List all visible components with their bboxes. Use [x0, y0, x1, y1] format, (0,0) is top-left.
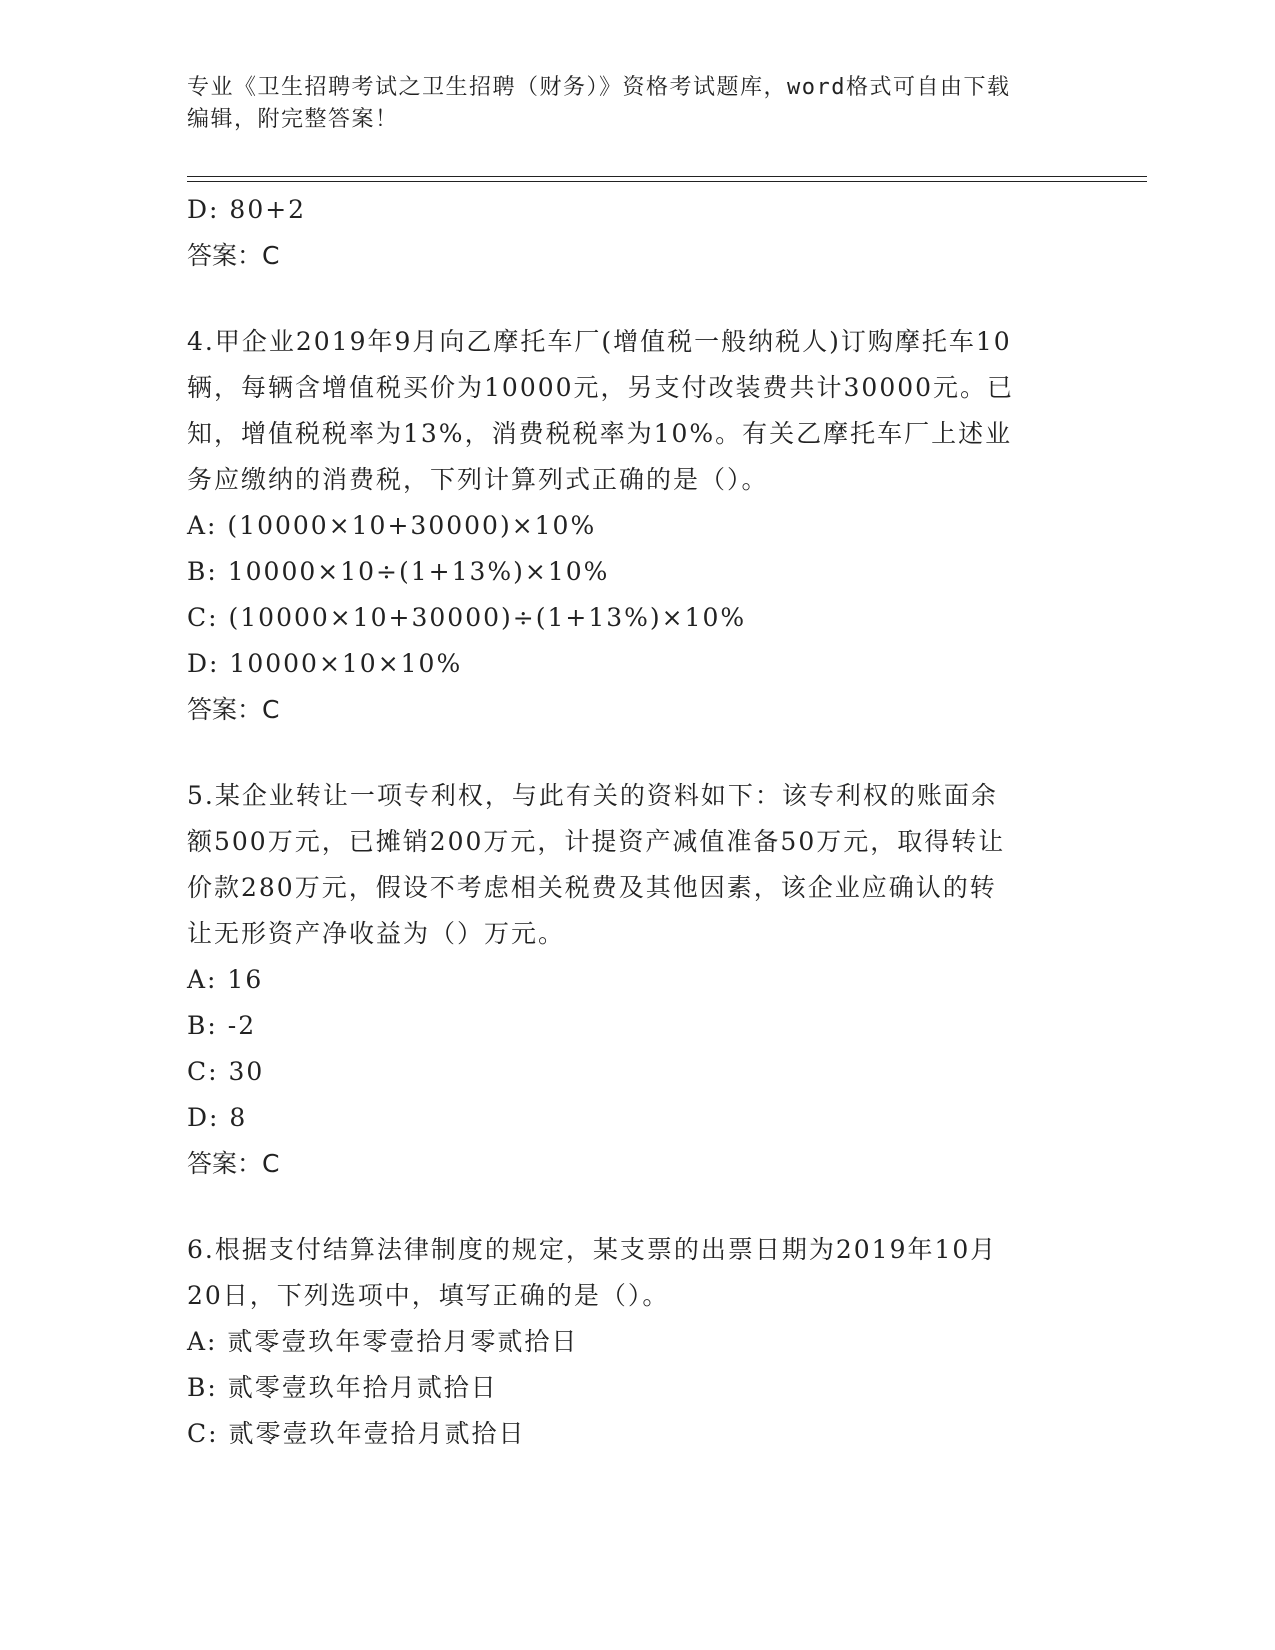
question-text-line: 价款280万元，假设不考虑相关税费及其他因素，该企业应确认的转 — [187, 873, 997, 902]
question-text-line: 6.根据支付结算法律制度的规定，某支票的出票日期为2019年10月 — [187, 1235, 998, 1264]
option-d: D: 8 — [187, 1103, 248, 1132]
document-body — [187, 187, 1087, 1457]
previous-question-tail — [187, 187, 1087, 279]
question-4 — [187, 319, 1087, 733]
question-text-line: 20日，下列选项中，填写正确的是（）。 — [187, 1281, 670, 1310]
answer: 答案：C — [187, 241, 280, 270]
question-text-line: 知，增值税税率为13%，消费税税率为10%。有关乙摩托车厂上述业 — [187, 419, 1013, 448]
question-text-line: 让无形资产净收益为（）万元。 — [187, 919, 566, 948]
header-divider — [187, 176, 1147, 182]
question-5 — [187, 773, 1087, 1187]
option-a: A: 16 — [187, 965, 264, 994]
question-6 — [187, 1227, 1087, 1457]
option-d: D: 80+2 — [187, 195, 307, 224]
option-b: B: 贰零壹玖年拾月贰拾日 — [187, 1373, 498, 1402]
option-c: C: 30 — [187, 1057, 265, 1086]
question-text-line: 5.某企业转让一项专利权，与此有关的资料如下：该专利权的账面余 — [187, 781, 998, 810]
answer: 答案：C — [187, 695, 280, 724]
option-c: C: 贰零壹玖年壹拾月贰拾日 — [187, 1419, 526, 1448]
question-text-line: 4.甲企业2019年9月向乙摩托车厂(增值税一般纳税人)订购摩托车10 — [187, 327, 1012, 356]
option-b: B: -2 — [187, 1011, 257, 1040]
header-line-2: 编辑，附完整答案！ — [187, 107, 399, 132]
answer: 答案：C — [187, 1149, 280, 1178]
question-text-line: 辆，每辆含增值税买价为10000元，另支付改装费共计30000元。已 — [187, 373, 1015, 402]
option-c: C: (10000×10+30000)÷(1+13%)×10% — [187, 603, 747, 632]
document-header — [187, 72, 1067, 136]
question-text-line: 额500万元，已摊销200万元，计提资产减值准备50万元，取得转让 — [187, 827, 1006, 856]
option-a: A: 贰零壹玖年零壹拾月零贰拾日 — [187, 1327, 579, 1356]
option-b: B: 10000×10÷(1+13%)×10% — [187, 557, 610, 586]
header-line-1: 专业《卫生招聘考试之卫生招聘（财务）》资格考试题库，word格式可自由下载 — [187, 75, 1011, 100]
option-a: A: (10000×10+30000)×10% — [187, 511, 597, 540]
question-text-line: 务应缴纳的消费税，下列计算列式正确的是（）。 — [187, 465, 769, 494]
option-d: D: 10000×10×10% — [187, 649, 463, 678]
